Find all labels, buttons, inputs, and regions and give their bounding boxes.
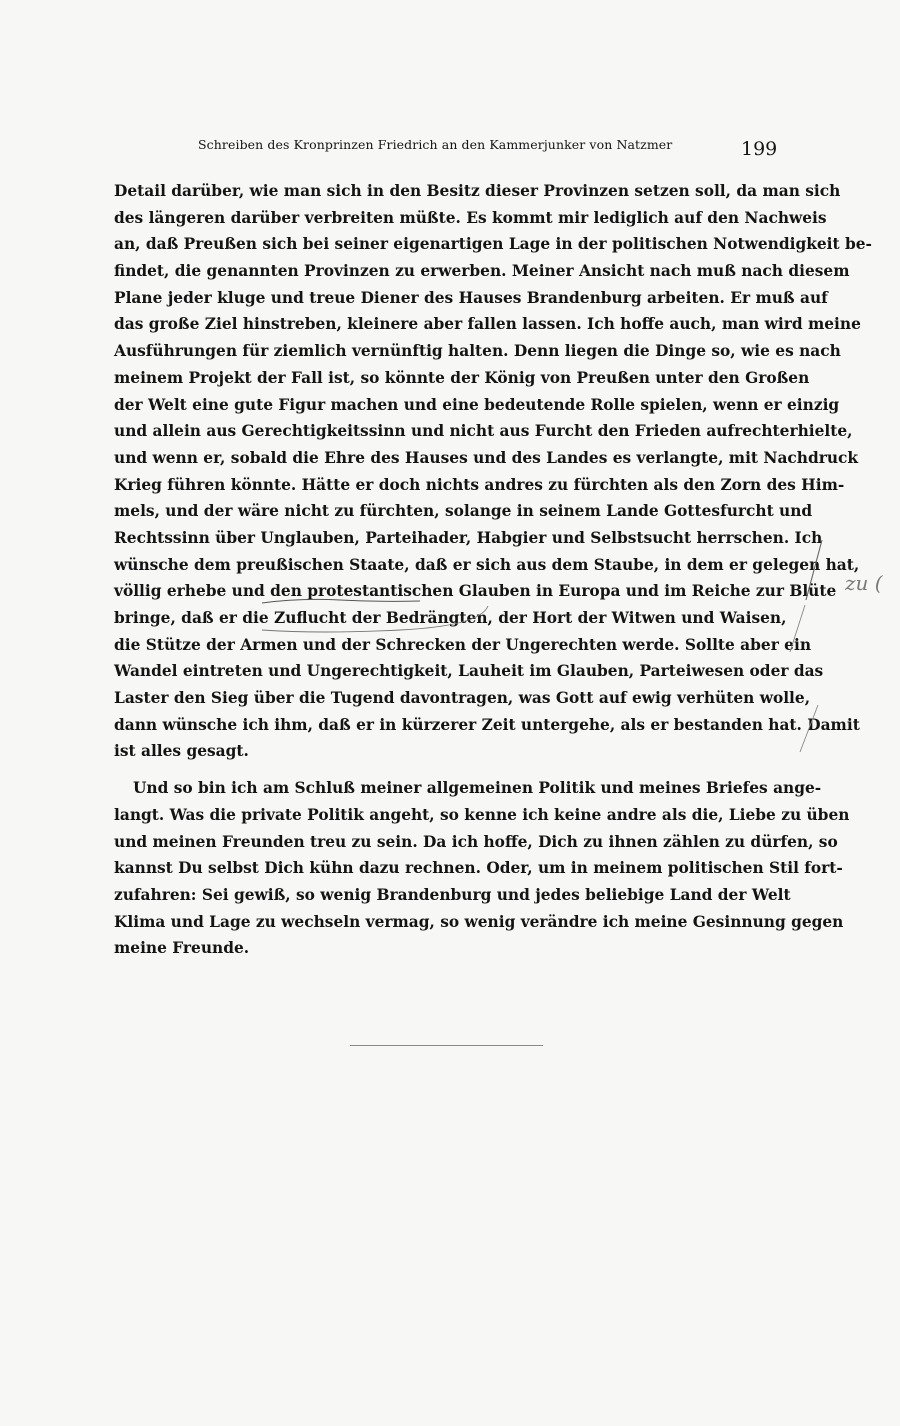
text-line: und allein aus Gerechtigkeitssinn und nicht aus Furcht den Frieden aufrechterhielte,	[114, 422, 853, 441]
text-line: bringe, daß er die Zuflucht der Bedrängten, der Hort der Witwen und Waisen,	[114, 609, 787, 627]
text-line: meine Freunde.	[114, 939, 250, 958]
text-line: das große Ziel hinstreben, kleinere aber fallen lassen. Ich hoffe auch, man wird meine	[114, 315, 861, 334]
text-line: und wenn er, sobald die Ehre des Hauses und des Landes es verlangte, mit Nachdruck	[114, 448, 859, 467]
text-line: Laster den Sieg über die Tugend davontragen, was Gott auf ewig verhüten wolle,	[114, 689, 811, 708]
margin-pencil-stroke	[800, 705, 818, 752]
margin-pencil-stroke	[806, 540, 822, 600]
text-line: kannst Du selbst Dich kühn dazu rechnen. Oder, um in meinem politischen Stil fort-	[114, 859, 843, 878]
text-line: findet, die genannten Provinzen zu erwerben. Meiner Ansicht nach muß nach diesem	[114, 262, 850, 281]
margin-pencil-stroke	[790, 605, 805, 652]
text-line: Ausführungen für ziemlich vernünftig halten. Denn liegen die Dinge so, wie es nach	[114, 342, 841, 361]
text-line: langt. Was die private Politik angeht, so kenne ich keine andre als die, Liebe zu üben	[114, 805, 850, 824]
text-line: zufahren: Sei gewiß, so wenig Brandenburg und jedes beliebige Land der Welt	[114, 885, 791, 904]
text-line: mels, und der wäre nicht zu fürchten, solange in seinem Lande Gottesfurcht und	[114, 502, 813, 521]
text-line: Rechtssinn über Unglauben, Parteihader, Habgier und Selbstsucht herrschen. Ich	[114, 528, 823, 547]
text-line: des längeren darüber verbreiten müßte. Es kommt mir lediglich auf den Nachweis	[114, 208, 827, 227]
margin-note: zu (	[845, 571, 883, 595]
text-line: und meinen Freunden treu zu sein. Da ich hoffe, Dich zu ihnen zählen zu dürfen, so	[114, 832, 838, 851]
text-line: Plane jeder kluge und treue Diener des Hauses Brandenburg arbeiten. Er muß auf	[114, 288, 828, 307]
text-line: völlig erhebe und den protestantischen Glauben in Europa und im Reiche zur Blüte	[114, 582, 837, 601]
text-line: dann wünsche ich ihm, daß er in kürzerer Zeit untergehe, als er bestanden hat. Damit	[114, 715, 860, 734]
text-line: Und so bin ich am Schluß meiner allgemeinen Politik und meines Briefes ange-	[133, 779, 822, 798]
text-line: ist alles gesagt.	[114, 742, 249, 761]
text-line: an, daß Preußen sich bei seiner eigenartigen Lage in der politischen Notwendigkeit be-	[114, 235, 872, 254]
text-line: wünsche dem preußischen Staate, daß er sich aus dem Staube, in dem er gelegen hat,	[114, 555, 860, 574]
page-number: 199	[741, 138, 778, 160]
text-line: Detail darüber, wie man sich in den Besitz dieser Provinzen setzen soll, da man sich	[114, 182, 841, 200]
text-line: Krieg führen könnte. Hätte er doch nichts andres zu fürchten als den Zorn des Him-	[114, 475, 845, 494]
text-line: meinem Projekt der Fall ist, so könnte der König von Preußen unter den Großen	[114, 368, 810, 387]
text-line: Klima und Lage zu wechseln vermag, so wenig verändre ich meine Gesinnung gegen	[114, 912, 844, 931]
text-line: der Welt eine gute Figur machen und eine bedeutende Rolle spielen, wenn er einzig	[114, 395, 840, 414]
closing-rule	[350, 1045, 543, 1046]
text-line: die Stütze der Armen und der Schrecken der Ungerechten werde. Sollte aber ein	[114, 635, 812, 654]
pencil-underline	[262, 599, 420, 603]
running-title: Schreiben des Kronprinzen Friedrich an den Kammerjunker von Natzmer	[198, 137, 673, 152]
text-line: Wandel eintreten und Ungerechtigkeit, Lauheit im Glauben, Parteiwesen oder das	[114, 662, 824, 681]
pencil-underline	[262, 606, 488, 632]
